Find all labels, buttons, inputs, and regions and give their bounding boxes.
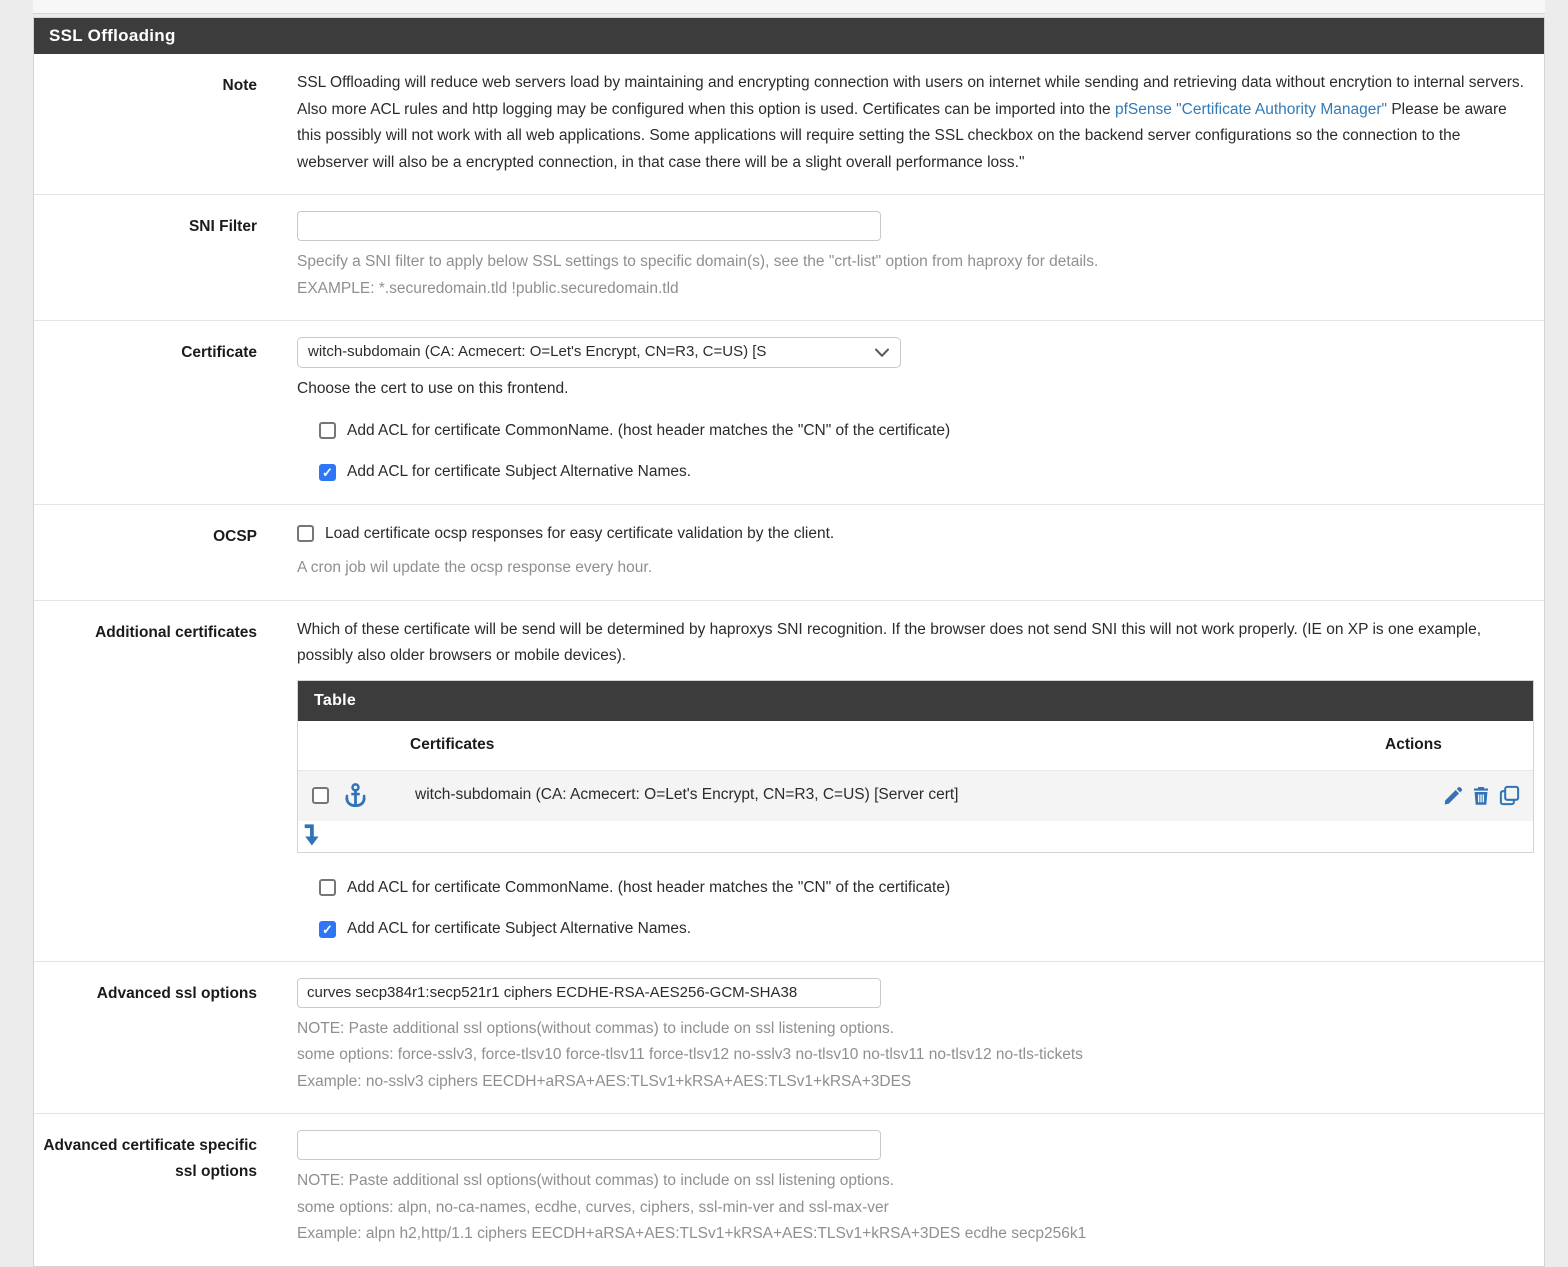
sni-filter-row — [34, 195, 1544, 321]
cert-acl-san-checkbox[interactable] — [319, 464, 336, 481]
advanced-cert-ssl-note-2: some options: alpn, no-ca-names, ecdhe, curves, ciphers, ssl-min-ver and ssl-max-ver — [297, 1198, 889, 1216]
sni-filter-input[interactable] — [297, 211, 881, 241]
additional-certificates-row — [34, 601, 1544, 962]
advanced-ssl-options-input[interactable] — [297, 978, 881, 1008]
ocsp-row — [34, 505, 1544, 601]
advanced-cert-ssl-note-3: Example: alpn h2,http/1.1 ciphers EECDH+aRSA+AES:TLSv1+kRSA+AES:TLSv1+kRSA+3DES ecdhe secp256k1 — [297, 1225, 1087, 1242]
row-select-checkbox[interactable] — [312, 787, 329, 804]
note-text-after: Please be aware this possibly will not work with all web applications. Some applications will require setting the SSL checkbox on the backend server configurations so the connection to the webserver will also be a encrypted connection, in that case there will be a slight overall performance loss." — [297, 100, 1507, 171]
addcert-acl-san-checkbox[interactable] — [319, 921, 336, 938]
table-header-row — [298, 721, 1533, 770]
certificate-row — [34, 321, 1544, 505]
ocsp-label: OCSP — [213, 527, 257, 545]
certificate-label: Certificate — [181, 344, 257, 361]
addcert-acl-cn-label: Add ACL for certificate CommonName. (host header matches the "CN" of the certificate) — [347, 878, 951, 896]
certificate-select[interactable] — [297, 337, 901, 368]
panel-title: SSL Offloading — [34, 18, 1544, 54]
edit-icon[interactable] — [1442, 785, 1464, 807]
column-header-actions: Actions — [1385, 736, 1442, 753]
additional-certificates-label: Additional certificates — [95, 623, 257, 641]
cert-acl-san-row — [319, 459, 1534, 486]
add-row-arrow-icon[interactable] — [302, 824, 320, 848]
table-title-bar: Table — [298, 681, 1533, 722]
chevron-down-icon — [874, 348, 890, 358]
advanced-ssl-note-1: NOTE: Paste additional ssl options(without commas) to include on ssl listening options. — [297, 1019, 895, 1037]
ocsp-checkbox[interactable] — [297, 525, 314, 542]
advanced-ssl-options-row — [34, 962, 1544, 1115]
advanced-ssl-note-2: some options: force-sslv3, force-tlsv10 force-tlsv11 force-tlsv12 no-sslv3 no-tlsv10 no-tlsv11 no-tlsv12 no-tls-tickets — [297, 1046, 1083, 1063]
advanced-cert-ssl-options-label: Advanced certificate specific ssl options — [43, 1137, 257, 1180]
cert-acl-cn-checkbox[interactable] — [319, 422, 336, 439]
note-row — [34, 54, 1544, 195]
ocsp-help: A cron job wil update the ocsp response every hour. — [297, 559, 652, 576]
ocsp-checkbox-row — [297, 521, 1534, 548]
copy-icon[interactable] — [1498, 784, 1521, 807]
column-header-certificates: Certificates — [410, 736, 495, 753]
sni-filter-help-1: Specify a SNI filter to apply below SSL settings to specific domain(s), see the "crt-list" option from haproxy for details. — [297, 253, 1099, 270]
certificate-select-value: witch-subdomain (CA: Acmecert: O=Let's Encrypt, CN=R3, C=US) [S — [308, 343, 767, 361]
ocsp-checkbox-label: Load certificate ocsp responses for easy certificate validation by the client. — [325, 524, 835, 542]
cert-acl-cn-row — [319, 418, 1534, 445]
advanced-cert-ssl-note-1: NOTE: Paste additional ssl options(without commas) to include on ssl listening options. — [297, 1172, 895, 1189]
advanced-cert-ssl-options-input[interactable] — [297, 1130, 881, 1160]
addcert-acl-san-label: Add ACL for certificate Subject Alternative Names. — [347, 920, 692, 937]
advanced-cert-ssl-options-row — [34, 1114, 1544, 1266]
additional-certificates-table — [297, 680, 1534, 853]
additional-certificates-description: Which of these certificate will be send will be determined by haproxys SNI recognition. If the browser does not send SNI this will not work properly. (IE on XP is one example, possibly also older browsers or mobile devices). — [297, 620, 1482, 664]
row-actions — [1442, 784, 1523, 807]
note-label: Note — [222, 77, 257, 94]
cert-acl-san-label: Add ACL for certificate Subject Alternative Names. — [347, 463, 692, 480]
previous-panel-edge — [33, 0, 1545, 14]
addcert-acl-cn-row — [319, 875, 1534, 902]
addcert-acl-san-row — [319, 916, 1534, 943]
delete-icon[interactable] — [1470, 785, 1492, 807]
cert-acl-cn-label: Add ACL for certificate CommonName. (host header matches the "CN" of the certificate) — [347, 421, 951, 439]
advanced-ssl-options-label: Advanced ssl options — [96, 984, 257, 1002]
addcert-acl-cn-checkbox[interactable] — [319, 879, 336, 896]
table-row — [298, 770, 1533, 821]
advanced-ssl-note-3: Example: no-sslv3 ciphers EECDH+aRSA+AES:TLSv1+kRSA+AES:TLSv1+kRSA+3DES — [297, 1072, 912, 1090]
anchor-icon — [342, 781, 369, 811]
certificate-authority-manager-link[interactable]: pfSense "Certificate Authority Manager" — [1114, 100, 1388, 118]
certificate-help: Choose the cert to use on this frontend. — [297, 380, 569, 397]
row-certificate-text: witch-subdomain (CA: Acmecert: O=Let's Encrypt, CN=R3, C=US) [Server cert] — [415, 786, 959, 804]
sni-filter-help-2: EXAMPLE: *.securedomain.tld !public.securedomain.tld — [297, 279, 679, 297]
sni-filter-label: SNI Filter — [188, 218, 257, 235]
note-text — [297, 70, 1534, 176]
note-text-before: SSL Offloading will reduce web servers load by maintaining and encrypting connection with users on internet while sending and retrieving data without encrytion to internal servers. Also more ACL rules and http logging may be configured when this option is used. Certificates can be imported into the — [297, 74, 1524, 118]
table-footer — [298, 821, 1533, 852]
ssl-offloading-panel — [33, 17, 1545, 1267]
